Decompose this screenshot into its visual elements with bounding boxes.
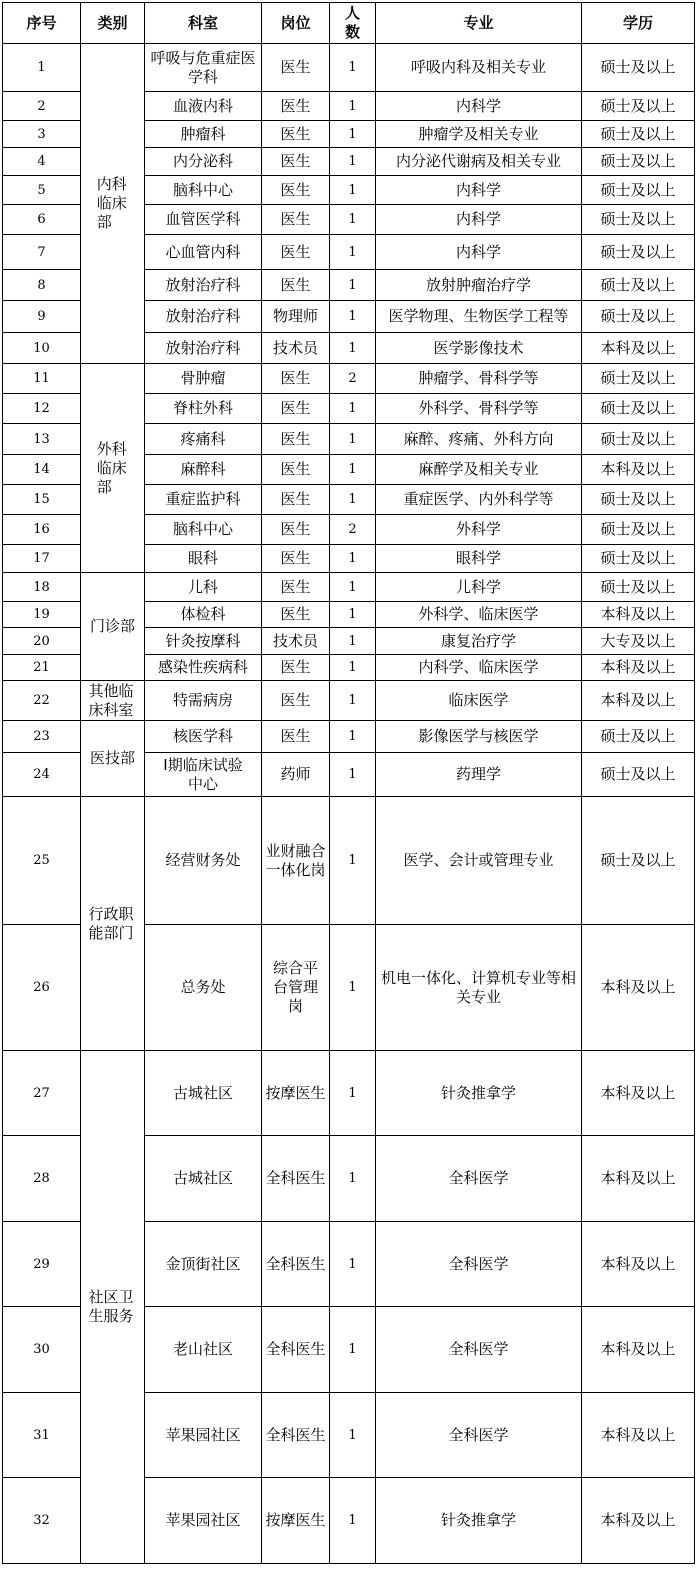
cell-seq: 3	[3, 121, 81, 148]
cell-count: 1	[330, 1393, 376, 1478]
cell-seq: 14	[3, 455, 81, 485]
cell-position-text: 按摩医生	[265, 1511, 326, 1529]
cell-major: 影像医学与核医学	[376, 721, 582, 753]
category-text: 门诊部	[89, 617, 135, 635]
cell-count: 1	[330, 545, 376, 573]
header-position: 岗位	[262, 3, 330, 44]
cell-education: 本科及以上	[582, 655, 695, 681]
cell-count: 1	[330, 655, 376, 681]
cell-dept-text: I期临床试验中心	[163, 755, 243, 793]
cell-dept: 放射治疗科	[145, 301, 262, 333]
cell-position: 医生	[262, 424, 330, 455]
cell-position-text: 全科医生	[265, 1254, 326, 1273]
cell-education: 本科及以上	[582, 1222, 695, 1307]
cell-dept: 肿瘤科	[145, 121, 262, 148]
cell-position	[262, 1393, 330, 1478]
cell-major: 医学影像技术	[376, 333, 582, 364]
cell-major: 儿科学	[376, 573, 582, 602]
cell-education: 本科及以上	[582, 1051, 695, 1136]
cell-seq: 18	[3, 573, 81, 602]
cell-count: 1	[330, 235, 376, 270]
cell-position: 医生	[262, 148, 330, 176]
cell-position	[262, 797, 330, 925]
cell-education: 本科及以上	[582, 1478, 695, 1564]
cell-major: 重症医学、内外科学等	[376, 485, 582, 515]
cell-category	[81, 364, 145, 573]
cell-position: 医生	[262, 455, 330, 485]
category-text: 外科临床部	[96, 439, 127, 496]
cell-education: 硕士及以上	[582, 176, 695, 205]
cell-education: 本科及以上	[582, 333, 695, 364]
cell-education: 本科及以上	[582, 1393, 695, 1478]
cell-position: 医生	[262, 573, 330, 602]
cell-dept: 古城社区	[145, 1051, 262, 1136]
cell-position: 医生	[262, 655, 330, 681]
cell-seq: 6	[3, 205, 81, 235]
cell-seq: 32	[3, 1478, 81, 1564]
cell-seq: 19	[3, 602, 81, 628]
cell-dept: 苹果园社区	[145, 1393, 262, 1478]
cell-education: 硕士及以上	[582, 573, 695, 602]
category-text: 医技部	[89, 749, 135, 767]
cell-major: 全科医学	[376, 1393, 582, 1478]
cell-category	[81, 681, 145, 721]
cell-seq: 12	[3, 394, 81, 424]
cell-count: 1	[330, 1051, 376, 1136]
cell-count: 1	[330, 176, 376, 205]
cell-count: 1	[330, 333, 376, 364]
cell-seq: 1	[3, 44, 81, 92]
cell-position-text: 按摩医生	[265, 1083, 326, 1102]
cell-position: 医生	[262, 205, 330, 235]
cell-position-text: 业财融合一体化岗	[265, 841, 326, 879]
cell-dept: 总务处	[145, 925, 262, 1051]
cell-education: 硕士及以上	[582, 121, 695, 148]
category-text: 社区卫生服务	[88, 1288, 134, 1325]
cell-dept: 感染性疾病科	[145, 655, 262, 681]
table-row	[3, 721, 695, 753]
cell-major: 呼吸内科及相关专业	[376, 44, 582, 92]
cell-seq: 29	[3, 1222, 81, 1307]
cell-education: 硕士及以上	[582, 394, 695, 424]
cell-count: 1	[330, 1136, 376, 1222]
cell-education: 硕士及以上	[582, 753, 695, 797]
cell-seq: 10	[3, 333, 81, 364]
cell-education: 硕士及以上	[582, 205, 695, 235]
cell-dept: 脑科中心	[145, 176, 262, 205]
cell-major: 药理学	[376, 753, 582, 797]
cell-dept: 放射治疗科	[145, 270, 262, 301]
table-row	[3, 797, 695, 925]
cell-seq: 16	[3, 515, 81, 545]
cell-major: 内科学	[376, 235, 582, 270]
header-major: 专业	[376, 3, 582, 44]
cell-count: 1	[330, 628, 376, 655]
cell-position-text: 全科医生	[265, 1169, 326, 1187]
cell-seq: 24	[3, 753, 81, 797]
cell-position	[262, 1051, 330, 1136]
cell-position	[262, 1222, 330, 1307]
cell-position: 技术员	[262, 628, 330, 655]
cell-position	[262, 1478, 330, 1564]
cell-position: 医生	[262, 92, 330, 121]
cell-count: 1	[330, 1307, 376, 1393]
cell-dept: 疼痛科	[145, 424, 262, 455]
cell-seq: 31	[3, 1393, 81, 1478]
cell-seq: 21	[3, 655, 81, 681]
cell-count: 1	[330, 301, 376, 333]
cell-seq: 25	[3, 797, 81, 925]
cell-education: 硕士及以上	[582, 721, 695, 753]
cell-dept: 核医学科	[145, 721, 262, 753]
cell-major: 麻醉、疼痛、外科方向	[376, 424, 582, 455]
cell-seq: 13	[3, 424, 81, 455]
cell-major: 外科学、临床医学	[376, 602, 582, 628]
cell-category	[81, 797, 145, 1051]
cell-position: 医生	[262, 176, 330, 205]
cell-education: 硕士及以上	[582, 424, 695, 455]
cell-major: 临床医学	[376, 681, 582, 721]
header-row	[3, 3, 695, 44]
cell-dept	[145, 44, 262, 92]
cell-seq: 28	[3, 1136, 81, 1222]
recruitment-table	[2, 2, 695, 1564]
cell-count: 1	[330, 721, 376, 753]
cell-dept-text: 呼吸与危重症医学科	[150, 48, 256, 86]
cell-major: 肿瘤学及相关专业	[376, 121, 582, 148]
cell-major: 针灸推拿学	[376, 1478, 582, 1564]
cell-education: 硕士及以上	[582, 44, 695, 92]
cell-count: 1	[330, 148, 376, 176]
cell-major: 眼科学	[376, 545, 582, 573]
cell-major: 全科医学	[376, 1222, 582, 1307]
cell-dept: 内分泌科	[145, 148, 262, 176]
cell-position	[262, 1307, 330, 1393]
cell-position: 药师	[262, 753, 330, 797]
cell-dept: 心血管内科	[145, 235, 262, 270]
cell-education: 硕士及以上	[582, 92, 695, 121]
cell-count: 1	[330, 270, 376, 301]
cell-dept: 金顶街社区	[145, 1222, 262, 1307]
cell-count: 1	[330, 424, 376, 455]
cell-major: 全科医学	[376, 1136, 582, 1222]
cell-position: 物理师	[262, 301, 330, 333]
cell-education: 硕士及以上	[582, 270, 695, 301]
cell-major: 外科学、骨科学等	[376, 394, 582, 424]
cell-education: 本科及以上	[582, 1136, 695, 1222]
cell-major: 麻醉学及相关专业	[376, 455, 582, 485]
table-row	[3, 364, 695, 394]
cell-dept: 体检科	[145, 602, 262, 628]
cell-position-text: 全科医生	[265, 1425, 326, 1444]
cell-seq: 9	[3, 301, 81, 333]
cell-count: 1	[330, 394, 376, 424]
cell-dept: 古城社区	[145, 1136, 262, 1222]
cell-education: 硕士及以上	[582, 301, 695, 333]
header-count: 人数	[330, 3, 376, 44]
table-row	[3, 1051, 695, 1136]
cell-major: 内科学	[376, 92, 582, 121]
cell-count: 1	[330, 602, 376, 628]
cell-dept: 血管医学科	[145, 205, 262, 235]
cell-count: 1	[330, 485, 376, 515]
cell-count: 1	[330, 1222, 376, 1307]
cell-count: 1	[330, 753, 376, 797]
cell-position-text: 全科医生	[265, 1340, 326, 1358]
cell-major: 全科医学	[376, 1307, 582, 1393]
cell-seq: 17	[3, 545, 81, 573]
category-text: 内科临床部	[96, 175, 127, 231]
cell-dept: 重症监护科	[145, 485, 262, 515]
cell-position-text: 综合平台管理岗	[272, 959, 318, 1015]
cell-seq: 5	[3, 176, 81, 205]
cell-dept: 血液内科	[145, 92, 262, 121]
cell-seq: 4	[3, 148, 81, 176]
cell-count: 1	[330, 925, 376, 1051]
category-text: 行政职能部门	[88, 904, 134, 942]
cell-count: 1	[330, 455, 376, 485]
cell-dept: 脊柱外科	[145, 394, 262, 424]
header-dept: 科室	[145, 3, 262, 44]
cell-category	[81, 1051, 145, 1564]
cell-education: 硕士及以上	[582, 515, 695, 545]
cell-position: 医生	[262, 545, 330, 573]
category-text: 其他临床科室	[88, 681, 134, 719]
table-row	[3, 573, 695, 602]
cell-seq: 27	[3, 1051, 81, 1136]
cell-position	[262, 925, 330, 1051]
cell-seq: 7	[3, 235, 81, 270]
cell-major	[376, 925, 582, 1051]
cell-seq: 15	[3, 485, 81, 515]
cell-count: 1	[330, 797, 376, 925]
cell-count: 1	[330, 681, 376, 721]
table-row	[3, 44, 695, 92]
cell-dept: 脑科中心	[145, 515, 262, 545]
header-category: 类别	[81, 3, 145, 44]
cell-major: 外科学	[376, 515, 582, 545]
cell-count: 1	[330, 1478, 376, 1564]
cell-position: 医生	[262, 721, 330, 753]
cell-dept: 特需病房	[145, 681, 262, 721]
cell-education: 本科及以上	[582, 925, 695, 1051]
cell-education: 大专及以上	[582, 628, 695, 655]
cell-major: 内科学、临床医学	[376, 655, 582, 681]
cell-position: 医生	[262, 121, 330, 148]
cell-education: 硕士及以上	[582, 364, 695, 394]
cell-education: 硕士及以上	[582, 545, 695, 573]
cell-dept: 经营财务处	[145, 797, 262, 925]
cell-dept: 老山社区	[145, 1307, 262, 1393]
cell-count: 1	[330, 92, 376, 121]
cell-dept: 骨肿瘤	[145, 364, 262, 394]
cell-seq: 30	[3, 1307, 81, 1393]
cell-count: 1	[330, 44, 376, 92]
cell-major: 内科学	[376, 176, 582, 205]
cell-dept: 放射治疗科	[145, 333, 262, 364]
cell-category	[81, 721, 145, 797]
cell-major: 康复治疗学	[376, 628, 582, 655]
cell-position: 医生	[262, 235, 330, 270]
cell-seq: 22	[3, 681, 81, 721]
cell-seq: 26	[3, 925, 81, 1051]
cell-education: 本科及以上	[582, 602, 695, 628]
cell-education: 本科及以上	[582, 455, 695, 485]
cell-seq: 11	[3, 364, 81, 394]
cell-category	[81, 573, 145, 681]
cell-count: 1	[330, 573, 376, 602]
cell-position	[262, 1136, 330, 1222]
cell-education: 硕士及以上	[582, 148, 695, 176]
cell-seq: 23	[3, 721, 81, 753]
cell-position: 医生	[262, 681, 330, 721]
cell-education: 本科及以上	[582, 681, 695, 721]
cell-education: 硕士及以上	[582, 485, 695, 515]
cell-major-text: 机电一体化、计算机专业等相关专业	[381, 968, 577, 1006]
cell-seq: 8	[3, 270, 81, 301]
header-seq: 序号	[3, 3, 81, 44]
cell-seq: 20	[3, 628, 81, 655]
cell-dept: 麻醉科	[145, 455, 262, 485]
cell-education: 硕士及以上	[582, 797, 695, 925]
cell-position: 医生	[262, 364, 330, 394]
cell-position: 医生	[262, 602, 330, 628]
cell-education: 硕士及以上	[582, 235, 695, 270]
cell-dept: 针灸按摩科	[145, 628, 262, 655]
cell-count: 1	[330, 121, 376, 148]
cell-dept: 儿科	[145, 573, 262, 602]
cell-major: 医学、会计或管理专业	[376, 797, 582, 925]
cell-major: 内科学	[376, 205, 582, 235]
cell-major: 内分泌代谢病及相关专业	[376, 148, 582, 176]
cell-major: 放射肿瘤治疗学	[376, 270, 582, 301]
cell-position: 医生	[262, 44, 330, 92]
cell-position: 技术员	[262, 333, 330, 364]
cell-position: 医生	[262, 394, 330, 424]
cell-position: 医生	[262, 485, 330, 515]
header-education: 学历	[582, 3, 695, 44]
cell-seq: 2	[3, 92, 81, 121]
cell-position: 医生	[262, 515, 330, 545]
cell-dept: 苹果园社区	[145, 1478, 262, 1564]
cell-education: 本科及以上	[582, 1307, 695, 1393]
cell-position: 医生	[262, 270, 330, 301]
cell-dept: 眼科	[145, 545, 262, 573]
cell-count: 2	[330, 515, 376, 545]
cell-major: 针灸推拿学	[376, 1051, 582, 1136]
cell-major: 肿瘤学、骨科学等	[376, 364, 582, 394]
cell-count: 1	[330, 205, 376, 235]
cell-major: 医学物理、生物医学工程等	[376, 301, 582, 333]
table-row	[3, 681, 695, 721]
cell-category	[81, 44, 145, 364]
cell-count: 2	[330, 364, 376, 394]
cell-dept	[145, 753, 262, 797]
